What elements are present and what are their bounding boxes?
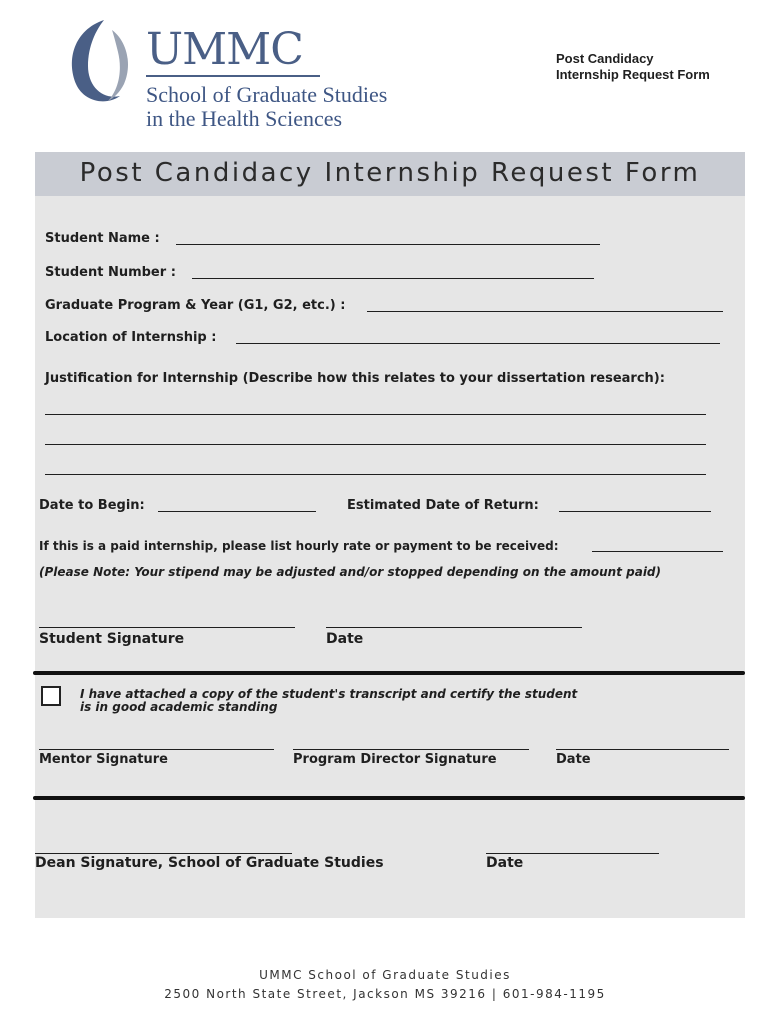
date-begin-label: Date to Begin: xyxy=(39,498,145,513)
date-return-label: Estimated Date of Return: xyxy=(347,498,539,513)
date-begin-field[interactable] xyxy=(158,511,316,512)
form-reference-line2: Internship Request Form xyxy=(556,67,710,82)
program-year-field[interactable] xyxy=(367,311,723,312)
student-date-field[interactable] xyxy=(326,627,582,628)
form-reference-line1: Post Candidacy xyxy=(556,51,654,66)
student-signature-field[interactable] xyxy=(39,627,295,628)
student-signature-label: Student Signature xyxy=(39,631,185,647)
justification-label: Justification for Internship (Describe how this relates to your dissertation research): xyxy=(45,371,665,386)
student-date-label: Date xyxy=(326,631,364,647)
transcript-checkbox[interactable] xyxy=(41,686,61,706)
location-field[interactable] xyxy=(236,343,720,344)
section-divider-2 xyxy=(33,796,745,800)
footer-address: 2500 North State Street, Jackson MS 39216 | 601-984-1195 xyxy=(164,987,606,1001)
logo-rule xyxy=(146,75,320,77)
date-return-field[interactable] xyxy=(559,511,711,512)
stipend-note: (Please Note: Your stipend may be adjusted and/or stopped depending on the amount paid) xyxy=(39,565,662,579)
justification-line-2[interactable] xyxy=(45,444,706,445)
logo-subtitle-line1: School of Graduate Studies xyxy=(146,82,388,107)
justification-line-3[interactable] xyxy=(45,474,706,475)
justification-line-1[interactable] xyxy=(45,414,706,415)
paid-rate-field[interactable] xyxy=(592,551,723,552)
student-number-field[interactable] xyxy=(192,278,594,279)
program-director-signature-field[interactable] xyxy=(293,749,529,750)
mentor-signature-label: Mentor Signature xyxy=(39,752,168,767)
dean-signature-field[interactable] xyxy=(35,853,292,854)
student-name-label: Student Name : xyxy=(45,231,160,246)
logo-wordmark: UMMC xyxy=(146,24,303,75)
mentor-signature-field[interactable] xyxy=(39,749,274,750)
location-label: Location of Internship : xyxy=(45,330,217,345)
student-name-field[interactable] xyxy=(176,244,600,245)
dean-signature-label: Dean Signature, School of Graduate Studies xyxy=(35,855,384,871)
footer-line1: UMMC School of Graduate Studies xyxy=(259,968,511,982)
paid-rate-label: If this is a paid internship, please list hourly rate or payment to be received: xyxy=(39,539,559,553)
student-number-label: Student Number : xyxy=(45,265,176,280)
certify-text-line1: I have attached a copy of the student's transcript and certify the student xyxy=(80,687,578,701)
logo-subtitle-line2: in the Health Sciences xyxy=(146,106,343,131)
dean-date-label: Date xyxy=(486,855,524,871)
pd-date-field[interactable] xyxy=(556,749,729,750)
pd-date-label: Date xyxy=(556,752,591,767)
program-director-signature-label: Program Director Signature xyxy=(293,752,497,767)
ummc-logo-icon xyxy=(62,16,136,106)
certify-text-line2: is in good academic standing xyxy=(80,700,278,714)
dean-date-field[interactable] xyxy=(486,853,659,854)
form-title: Post Candidacy Internship Request Form xyxy=(79,158,701,188)
program-year-label: Graduate Program & Year (G1, G2, etc.) : xyxy=(45,298,346,313)
section-divider-1 xyxy=(33,671,745,675)
